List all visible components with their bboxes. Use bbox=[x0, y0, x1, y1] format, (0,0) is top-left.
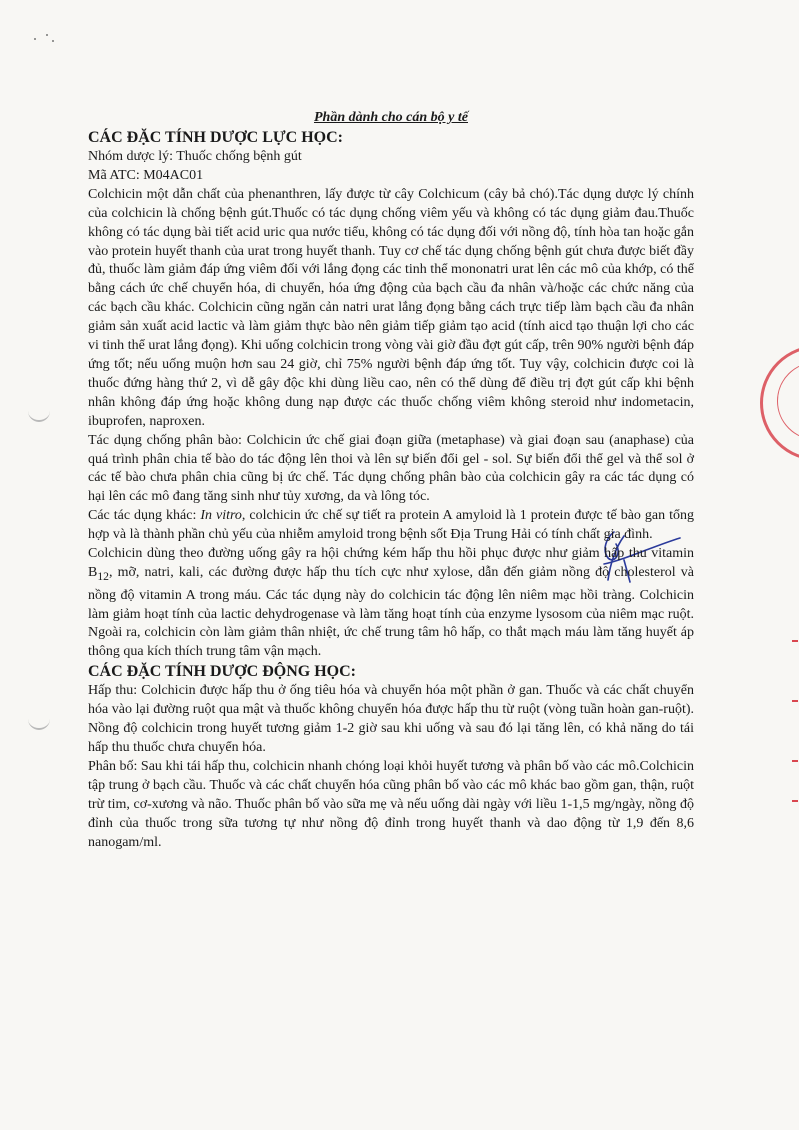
other-effects-paragraph bbox=[88, 507, 694, 545]
malabsorption-text-b: , mỡ, natri, kali, các đường được hấp thu tích cực như xylose, dẫn đến giảm nồng độ cholesterol và nồng độ vitamin A trong máu. Các tác dụng này do colchicin tác động lên niêm mạc hồi tràng. Colchicin làm giảm hoạt tính của lactic dehydrogenase và làm tăng hoạt tính của enzyme lysosom của niêm mạc ruột. Ngoài ra, colchicin còn làm giảm thân nhiệt, ức chế trung tâm hô hấp, co thắt mạch máu làm tăng huyết áp thông qua kích thích trung tâm vận mạch. bbox=[88, 564, 694, 660]
distribution-paragraph: Phân bố: Sau khi tái hấp thu, colchicin nhanh chóng loại khỏi huyết tương và phân bố vào các mô.Colchicin tập trung ở bạch cầu. Thuốc và các chất chuyển hóa cũng phân bố vào các mô khác bao gồm gan, thận, ruột trừ tim, cơ-xương và não. Thuốc phân bố vào sữa mẹ và nếu uống dài ngày với liều 1-1,5 mg/ngày, nồng độ đỉnh của thuốc trong sữa tương tự như nồng độ đỉnh trong huyết thanh và dao động từ 1,9 đến 8,6 nanogam/ml. bbox=[88, 758, 694, 850]
scan-speck bbox=[52, 40, 54, 42]
in-vitro-italic: In vitro bbox=[200, 508, 242, 524]
other-effects-prefix: Các tác dụng khác: bbox=[88, 508, 201, 524]
pharmacodynamics-heading: CÁC ĐẶC TÍNH DƯỢC LỰC HỌC: bbox=[88, 129, 343, 146]
stamp-edge-mark bbox=[792, 800, 798, 802]
pharmacodynamics-paragraph-1: Colchicin một dẫn chất của phenanthren, lấy được từ cây Colchicum (cây bả chó).Tác dụng dược lý chính của colchicin là chống bệnh gút.Thuốc có tác dụng chống viêm yếu và không có tác dụng giảm đau.Thuốc không có tác dụng bài tiết acid uric qua nước tiểu, không có tác dụng đối với nồng độ, tính hòa tan hoặc gắn vào protein huyết thanh của urat trong huyết thanh. Tuy cơ chế tác dụng chống bệnh gút chưa được biết đầy đủ, thuốc làm giảm đáp ứng viêm đối với lắng đọng các tinh thể mononatri urat lên các mô của khớp, có thể bằng cách ức chế chuyển hóa, di chuyển, hóa ứng động của bạch cầu đa nhân và/hoặc các chức năng của các bạch cầu khác. Colchicin cũng ngăn cản natri urat lắng đọng bằng cách trực tiếp làm bạch cầu đa nhân giảm sản xuất acid lactic và làm giảm thực bào nên giảm tiếp giảm tạo acid (tính aicd tạo thuận lợi cho các vi tinh thể urat lắng đọng). Khi uống colchicin trong vòng vài giờ đầu đợt gút cấp, trên 90% người bệnh đáp ứng tốt; nếu uống muộn hơn sau 24 giờ, chỉ 75% người bệnh đáp ứng tốt. Tuy vậy, colchicin được coi là thuốc đứng hàng thứ 2, vì dễ gây độc khi dùng liều cao, nên có thể dùng để điều trị đợt gút cấp khi bệnh nhân không đáp ứng hoặc không dung nạp được các thuốc chống viêm không steroid như indometacin, ibuprofen, naproxen. bbox=[88, 186, 694, 429]
antimitotic-paragraph: Tác dụng chống phân bào: Colchicin ức chế giai đoạn giữa (metaphase) và giai đoạn sau (anaphase) của quá trình phân chia tế bào do tác động lên thoi và lên sự biến đổi gel - sol. Sự biến đổi thể gel và thể sol ở các tế bào chưa phân chia cũng bị ức chế. Tác dụng chống phân bào của colchicin gây ra các tác dụng có hại lên các mô đang tăng sinh như tủy xương, da và lông tóc. bbox=[88, 432, 694, 505]
punch-hole-mark bbox=[28, 404, 50, 422]
scan-speck bbox=[46, 34, 48, 36]
other-effects-rest: , colchicin ức chế sự tiết ra protein A amyloid là 1 protein được tế bào gan tổng hợp và là thành phần chủ yếu của nhiễm amyloid trong bệnh sốt Địa Trung Hải có tính chất gia đình. bbox=[88, 508, 694, 543]
pharmacokinetics-heading: CÁC ĐẶC TÍNH DƯỢC ĐỘNG HỌC: bbox=[88, 663, 356, 681]
stamp-edge-mark bbox=[792, 700, 798, 702]
document-body bbox=[88, 108, 694, 852]
vitamin-b12-subscript: 12 bbox=[97, 569, 109, 583]
malabsorption-text-a: Colchicin dùng theo đường uống gây ra hội chứng kém hấp thu hồi phục được như giảm hấp thu vitamin B bbox=[88, 546, 694, 580]
malabsorption-paragraph bbox=[88, 545, 694, 662]
scan-speck bbox=[34, 38, 36, 40]
red-stamp-icon bbox=[760, 345, 799, 461]
drug-group-line: Nhóm dược lý: Thuốc chống bệnh gút bbox=[88, 149, 302, 164]
header-note: Phần dành cho cán bộ y tế bbox=[313, 110, 468, 125]
absorption-paragraph: Hấp thu: Colchicin được hấp thu ở ống tiêu hóa và chuyển hóa một phần ở gan. Thuốc và các chất chuyển hóa vào lại đường ruột qua mật và thuốc không chuyển hóa được hấp thu từ ruột (vòng tuần hoàn gan-ruột). Nồng độ colchicin trong huyết tương giảm 1-2 giờ sau khi uống và sau đó lại tăng lên, có khả năng do tái hấp thu thuốc chưa chuyển hóa. bbox=[88, 683, 694, 755]
stamp-edge-mark bbox=[792, 760, 798, 762]
atc-code-line: Mã ATC: M04AC01 bbox=[88, 167, 204, 183]
stamp-edge-mark bbox=[792, 640, 798, 642]
punch-hole-mark bbox=[28, 712, 50, 730]
